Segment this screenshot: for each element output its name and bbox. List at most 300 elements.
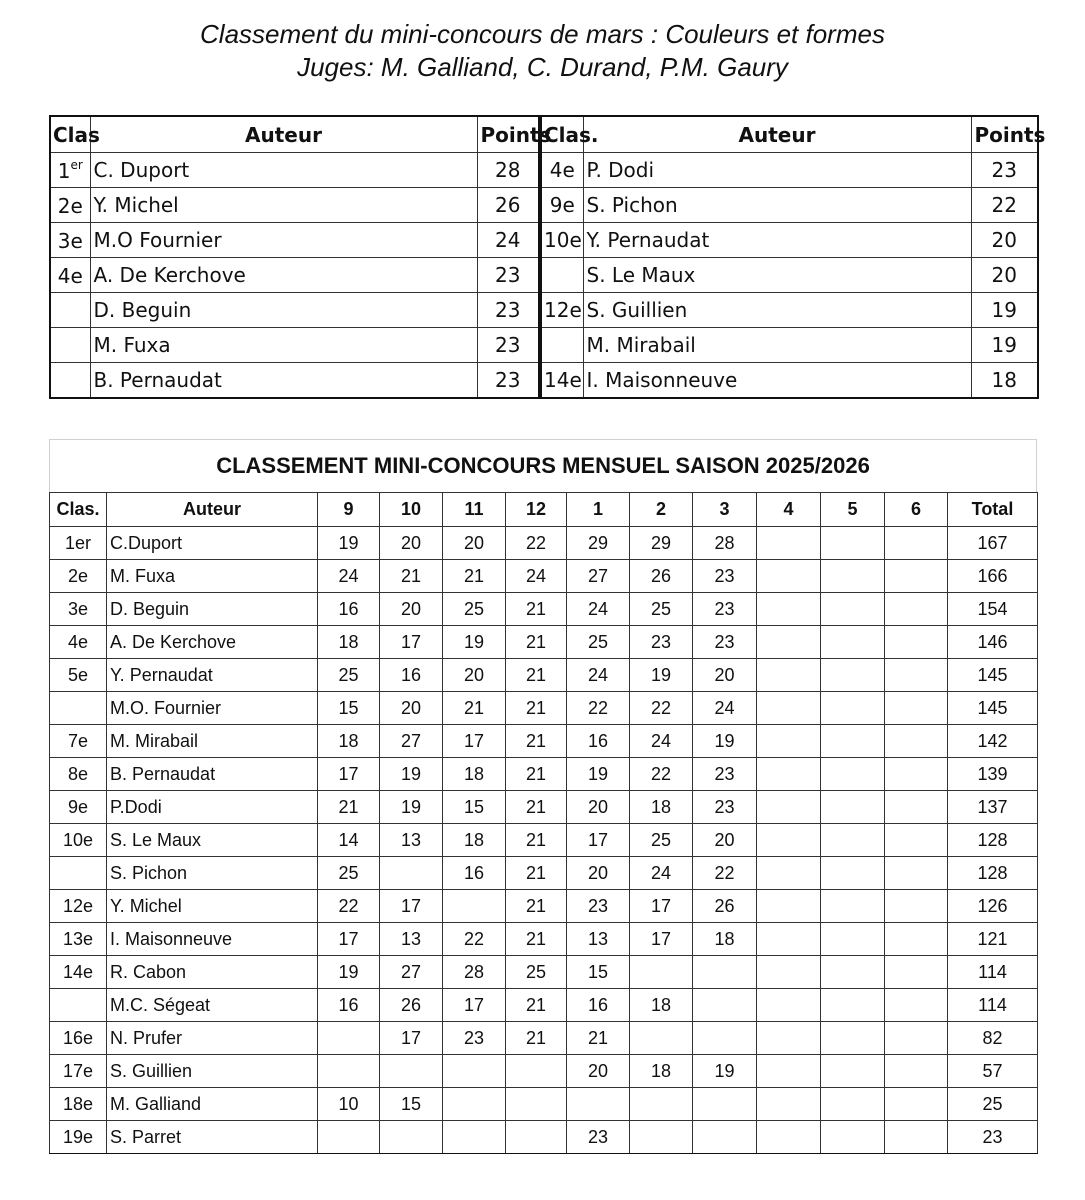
score-cell: 24 [567,593,630,626]
score-cell [757,692,821,725]
score-cell: 22 [318,890,380,923]
points-cell [477,293,540,328]
author-cell [90,328,477,363]
score-cell: 21 [506,758,567,791]
rank-cell [540,328,583,363]
score-cell [757,824,821,857]
author-cell: S. Guillien [107,1055,318,1088]
author-cell-text: D. Beguin [93,298,192,322]
score-cell [380,857,443,890]
score-cell [757,890,821,923]
rank-cell: 3e [50,593,107,626]
score-cell: 28 [693,527,757,560]
score-cell [821,857,885,890]
score-cell [693,1022,757,1055]
total-cell: 128 [948,824,1038,857]
score-cell [885,1121,948,1154]
points-cell-text: 19 [991,333,1017,357]
score-cell: 10 [318,1088,380,1121]
table-row [50,923,1038,956]
score-cell [757,659,821,692]
score-cell: 19 [630,659,693,692]
score-cell: 19 [380,758,443,791]
rank-cell-text: 9e [549,193,575,217]
score-cell [757,626,821,659]
total-cell: 114 [948,956,1038,989]
author-cell-text: B. Pernaudat [93,368,222,392]
score-cell [693,1121,757,1154]
score-cell [630,1121,693,1154]
score-cell: 15 [318,692,380,725]
author-cell: M.O. Fournier [107,692,318,725]
rank-ordinal-suffix: er [70,157,83,172]
score-cell: 15 [443,791,506,824]
table-row [50,527,1038,560]
author-cell [90,223,477,258]
score-cell: 21 [506,1022,567,1055]
table-row [50,758,1038,791]
total-cell: 145 [948,692,1038,725]
rank-cell [50,857,107,890]
score-cell [693,956,757,989]
season-column-header: 3 [693,493,757,527]
score-cell: 21 [506,791,567,824]
score-cell: 23 [693,626,757,659]
score-cell: 16 [318,593,380,626]
points-cell-text: 23 [495,263,521,287]
points-cell [477,258,540,293]
author-cell: S. Le Maux [107,824,318,857]
score-cell: 21 [506,857,567,890]
author-cell: P.Dodi [107,791,318,824]
score-cell: 25 [318,659,380,692]
score-cell: 24 [630,857,693,890]
author-cell: R. Cabon [107,956,318,989]
score-cell [885,956,948,989]
score-cell: 25 [506,956,567,989]
rank-cell-text: 4e [57,263,83,288]
rank-cell [50,363,90,399]
score-cell: 19 [318,956,380,989]
points-cell [971,363,1038,399]
rank-cell: 9e [50,791,107,824]
points-cell-text: 19 [991,298,1017,322]
author-cell-text: Y. Pernaudat [586,228,710,252]
season-column-header: 9 [318,493,380,527]
author-cell: A. De Kerchove [107,626,318,659]
score-cell: 21 [506,659,567,692]
season-column-header: 6 [885,493,948,527]
score-cell: 19 [567,758,630,791]
season-ranking-table [49,492,1038,1154]
score-cell [821,791,885,824]
rank-cell: 5e [50,659,107,692]
score-cell: 20 [567,1055,630,1088]
table-row [50,725,1038,758]
table-row [50,626,1038,659]
author-cell-text: S. Guillien [586,298,688,322]
points-cell [971,153,1038,188]
author-cell: C.Duport [107,527,318,560]
score-cell: 18 [318,626,380,659]
points-cell [477,328,540,363]
score-cell: 19 [380,791,443,824]
score-cell [821,560,885,593]
rank-cell [50,692,107,725]
rank-cell [540,188,583,223]
total-cell: 121 [948,923,1038,956]
score-cell: 21 [506,626,567,659]
rank-cell [50,989,107,1022]
score-cell: 17 [443,725,506,758]
score-cell [821,1055,885,1088]
judges-line: Juges: M. Galliand, C. Durand, P.M. Gaury [297,52,788,82]
score-cell: 23 [567,890,630,923]
table-row [50,791,1038,824]
score-cell: 18 [318,725,380,758]
author-cell: Y. Michel [107,890,318,923]
score-cell [318,1055,380,1088]
score-cell [380,1121,443,1154]
score-cell: 28 [443,956,506,989]
score-cell [757,857,821,890]
score-cell [821,527,885,560]
points-cell-text: 23 [495,298,521,322]
table-row [50,258,1038,293]
score-cell: 13 [380,923,443,956]
score-cell: 21 [380,560,443,593]
points-cell-text: 20 [991,228,1017,252]
score-cell: 17 [443,989,506,1022]
score-cell [821,1088,885,1121]
total-cell: 145 [948,659,1038,692]
score-cell: 21 [506,725,567,758]
table-row [50,593,1038,626]
table-row [50,1055,1038,1088]
table-row [50,560,1038,593]
score-cell [885,824,948,857]
author-cell: Y. Pernaudat [107,659,318,692]
score-cell: 20 [567,857,630,890]
rank-cell-text: 12e [544,298,582,322]
rank-cell: 14e [50,956,107,989]
header-author: Auteur [90,116,477,153]
rank-cell: 7e [50,725,107,758]
header-rank: Clas. [540,116,583,153]
total-cell: 128 [948,857,1038,890]
table-row [50,824,1038,857]
score-cell: 16 [380,659,443,692]
score-cell [757,758,821,791]
score-cell [821,890,885,923]
score-cell: 23 [693,791,757,824]
rank-cell [50,153,90,188]
points-cell [477,188,540,223]
header-points: Points [971,116,1038,153]
score-cell: 22 [567,692,630,725]
score-cell [506,1055,567,1088]
score-cell: 15 [567,956,630,989]
score-cell: 20 [380,527,443,560]
score-cell: 21 [506,593,567,626]
score-cell: 25 [630,593,693,626]
total-cell: 167 [948,527,1038,560]
score-cell [443,1088,506,1121]
rank-cell [50,293,90,328]
score-cell: 18 [630,989,693,1022]
score-cell [567,1088,630,1121]
table-row [50,363,1038,399]
author-cell [90,153,477,188]
points-cell-text: 18 [991,368,1017,392]
author-cell-text: P. Dodi [586,158,655,182]
author-cell [583,258,971,293]
rank-cell: 18e [50,1088,107,1121]
score-cell: 19 [443,626,506,659]
score-cell: 16 [318,989,380,1022]
total-cell: 166 [948,560,1038,593]
score-cell: 22 [630,758,693,791]
score-cell [821,1022,885,1055]
table-row [50,223,1038,258]
monthly-header-row [50,116,1038,153]
header-rank: Clas [50,116,90,153]
score-cell [630,1022,693,1055]
season-column-header: 12 [506,493,567,527]
total-cell: 146 [948,626,1038,659]
rank-cell: 16e [50,1022,107,1055]
author-cell-text: A. De Kerchove [93,263,246,287]
points-cell [971,328,1038,363]
season-column-header: 4 [757,493,821,527]
score-cell [757,1022,821,1055]
score-cell: 25 [567,626,630,659]
score-cell: 17 [567,824,630,857]
score-cell: 23 [630,626,693,659]
rank-cell: 17e [50,1055,107,1088]
score-cell [757,560,821,593]
score-cell [821,1121,885,1154]
monthly-ranking-table [49,115,1046,399]
table-row [50,692,1038,725]
score-cell: 18 [443,758,506,791]
score-cell [506,1088,567,1121]
score-cell: 19 [318,527,380,560]
author-cell [583,363,971,399]
score-cell: 20 [693,659,757,692]
score-cell: 20 [380,593,443,626]
author-cell [583,328,971,363]
score-cell [885,923,948,956]
total-cell: 154 [948,593,1038,626]
document-title [0,18,1085,84]
table-row [50,989,1038,1022]
score-cell: 24 [693,692,757,725]
points-cell-text: 23 [495,368,521,392]
rank-cell [540,363,583,399]
rank-cell-text: 10e [544,228,582,252]
score-cell [885,1022,948,1055]
points-cell-text: 22 [991,193,1017,217]
score-cell [885,857,948,890]
rank-cell [50,223,90,258]
rank-cell: 4e [50,626,107,659]
score-cell [757,923,821,956]
rank-cell: 1er [50,527,107,560]
table-row [50,188,1038,223]
score-cell [885,692,948,725]
table-row [50,328,1038,363]
author-cell: D. Beguin [107,593,318,626]
author-cell-text: C. Duport [93,158,190,182]
rank-cell: 13e [50,923,107,956]
score-cell: 23 [443,1022,506,1055]
author-cell: M.C. Ségeat [107,989,318,1022]
author-cell: S. Pichon [107,857,318,890]
author-cell [583,223,971,258]
table-row [50,1088,1038,1121]
score-cell: 17 [318,758,380,791]
score-cell [443,1121,506,1154]
rank-cell [540,293,583,328]
season-column-header: 1 [567,493,630,527]
score-cell [757,527,821,560]
score-cell [821,692,885,725]
score-cell [693,989,757,1022]
score-cell: 29 [630,527,693,560]
rank-cell: 8e [50,758,107,791]
score-cell: 26 [630,560,693,593]
score-cell [757,1055,821,1088]
score-cell [821,758,885,791]
table-row [50,890,1038,923]
author-cell [90,363,477,399]
rank-cell [50,188,90,223]
score-cell: 17 [318,923,380,956]
author-cell: B. Pernaudat [107,758,318,791]
author-cell [583,293,971,328]
score-cell [885,659,948,692]
rank-cell [540,223,583,258]
score-cell: 14 [318,824,380,857]
score-cell [885,890,948,923]
score-cell: 22 [693,857,757,890]
total-cell: 142 [948,725,1038,758]
rank-cell [540,258,583,293]
author-cell-text: S. Le Maux [586,263,696,287]
score-cell: 17 [380,1022,443,1055]
score-cell: 21 [567,1022,630,1055]
score-cell [757,1088,821,1121]
score-cell [885,725,948,758]
score-cell [380,1055,443,1088]
score-cell: 27 [380,725,443,758]
rank-cell-text: 2e [57,193,83,218]
rank-cell-text: 3e [57,228,83,253]
season-column-header: Clas. [50,493,107,527]
score-cell: 23 [567,1121,630,1154]
total-cell: 82 [948,1022,1038,1055]
points-cell [971,223,1038,258]
rank-cell: 19e [50,1121,107,1154]
rank-cell [540,153,583,188]
score-cell: 22 [506,527,567,560]
total-cell: 126 [948,890,1038,923]
score-cell [821,956,885,989]
score-cell: 17 [630,890,693,923]
score-cell: 22 [630,692,693,725]
points-cell-text: 26 [495,193,521,217]
score-cell: 21 [443,560,506,593]
author-cell-text: M. Mirabail [586,333,696,357]
score-cell: 16 [567,725,630,758]
total-cell: 137 [948,791,1038,824]
score-cell: 21 [506,923,567,956]
season-header-row [50,493,1038,527]
score-cell: 20 [443,527,506,560]
rank-cell [50,258,90,293]
score-cell [885,1088,948,1121]
table-row [50,1022,1038,1055]
score-cell: 13 [380,824,443,857]
score-cell: 23 [693,758,757,791]
score-cell [821,824,885,857]
rank-cell: 12e [50,890,107,923]
score-cell: 17 [380,890,443,923]
score-cell [757,593,821,626]
score-cell: 25 [318,857,380,890]
author-cell-text: M.O Fournier [93,228,222,252]
season-column-header: 11 [443,493,506,527]
score-cell [885,758,948,791]
points-cell [477,363,540,399]
score-cell: 23 [693,560,757,593]
season-column-header: 5 [821,493,885,527]
score-cell: 20 [693,824,757,857]
score-cell: 20 [567,791,630,824]
score-cell: 21 [318,791,380,824]
score-cell: 20 [380,692,443,725]
score-cell [318,1121,380,1154]
score-cell [693,1088,757,1121]
author-cell-text: Y. Michel [93,193,179,217]
score-cell [757,725,821,758]
score-cell: 21 [443,692,506,725]
score-cell: 21 [506,824,567,857]
score-cell: 17 [380,626,443,659]
score-cell [506,1121,567,1154]
score-cell: 24 [630,725,693,758]
score-cell [757,956,821,989]
season-column-header: 2 [630,493,693,527]
score-cell [821,593,885,626]
score-cell: 18 [630,791,693,824]
score-cell: 21 [506,692,567,725]
score-cell: 18 [630,1055,693,1088]
table-row [50,1121,1038,1154]
author-cell: N. Prufer [107,1022,318,1055]
author-cell: M. Mirabail [107,725,318,758]
score-cell: 27 [380,956,443,989]
score-cell [885,626,948,659]
score-cell [885,989,948,1022]
rank-cell-text: 4e [549,158,575,182]
score-cell: 26 [693,890,757,923]
author-cell-text: S. Pichon [586,193,678,217]
score-cell [821,989,885,1022]
score-cell: 24 [318,560,380,593]
author-cell [583,153,971,188]
